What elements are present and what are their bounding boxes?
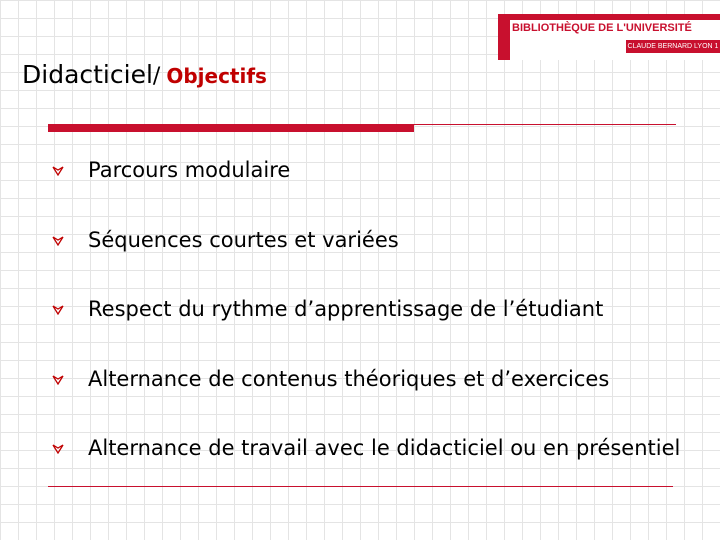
diamond-bullet-icon [52, 442, 64, 454]
title-subtitle: Objectifs [166, 64, 267, 88]
title-divider [48, 124, 414, 132]
university-library-logo [498, 14, 720, 60]
logo-subtitle: CLAUDE BERNARD LYON 1 [626, 40, 720, 53]
title-slash: / [152, 64, 161, 89]
diamond-bullet-icon [52, 373, 64, 385]
bullet-text: Parcours modulaire [88, 158, 291, 182]
bullet-text: Séquences courtes et variées [88, 228, 399, 252]
slide-title [22, 60, 267, 89]
diamond-bullet-icon [52, 303, 64, 315]
bottom-divider [48, 486, 673, 487]
title-divider-thin [414, 124, 676, 125]
diamond-bullet-icon [52, 164, 64, 176]
bullet-text: Alternance de contenus théoriques et d’exercices [88, 367, 610, 391]
bullet-text: Alternance de travail avec le didacticiel ou en présentiel [88, 436, 681, 460]
logo-bar [498, 14, 720, 20]
diamond-bullet-icon [52, 234, 64, 246]
title-main: Didacticiel [22, 60, 153, 89]
logo-name: BIBLIOTHÈQUE DE L'UNIVERSITÉ [512, 22, 692, 34]
bullet-text: Respect du rythme d’apprentissage de l’étudiant [88, 297, 604, 321]
logo-bar [498, 14, 510, 60]
